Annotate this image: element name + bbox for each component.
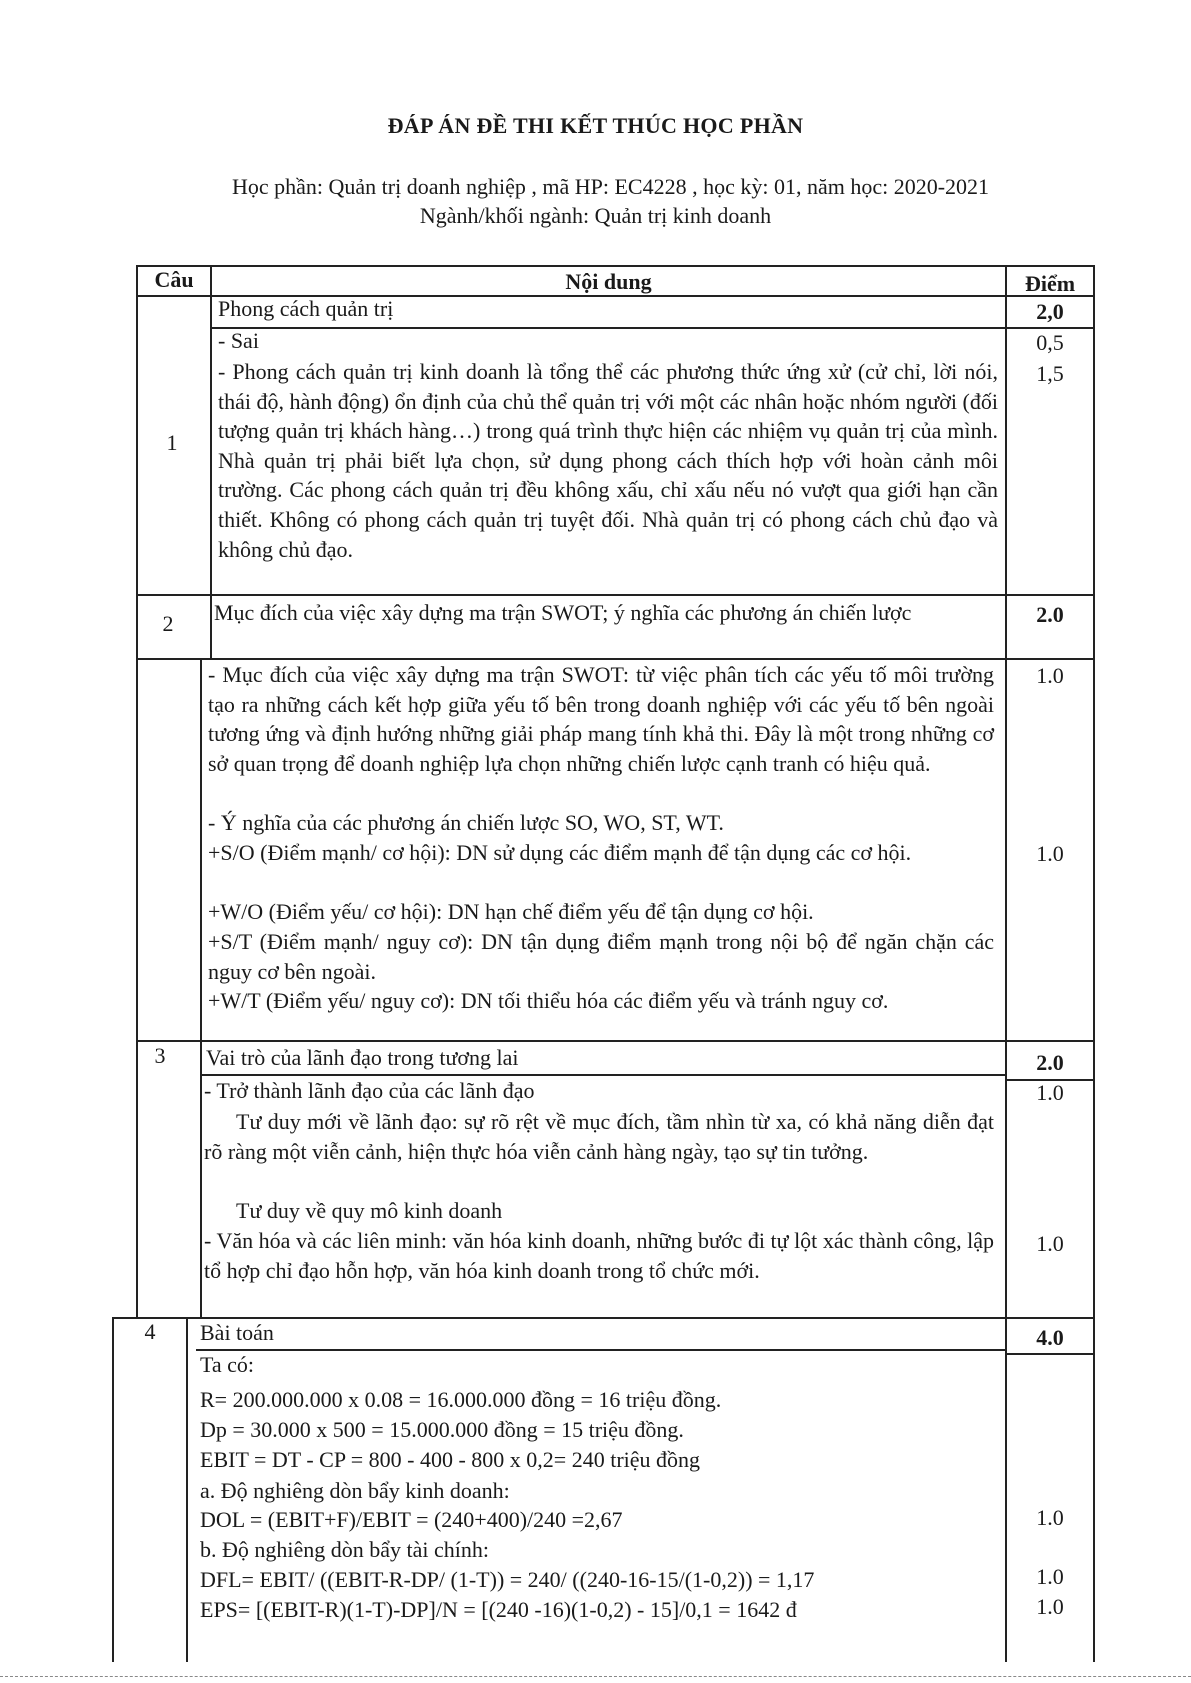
major-info: Ngành/khối ngành: Quản trị kinh doanh: [419, 203, 772, 228]
question-2-wo: +W/O (Điểm yếu/ cơ hội): DN hạn chế điểm yếu để tận dụng cơ hội.: [208, 899, 814, 924]
question-1-answer-b: - Phong cách quản trị kinh doanh là tổng thể các phương thức ứng xử (cử chỉ, lời nói, thái độ, hành động) ổn định của chủ thể quản trị với một các nhân hoặc nhóm người (đối tượng quản trị khách hàng…) trong quá trình thực hiện các nhiệm vụ quản trị của mình. Nhà quản trị phải biết lựa chọn, sử dụng phong cách thích hợp với hoàn cảnh môi trường. Các phong cách quản trị đều không xấu, chỉ xấu nếu nó vượt qua giới hạn cần thiết. Không có phong cách quản trị tuyệt đối. Nhà quản trị có phong cách chủ đạo và không chủ đạo.: [218, 359, 998, 562]
question-4-heading-score: 4.0: [1036, 1325, 1064, 1350]
question-2-meaning-score: 1.0: [1036, 841, 1064, 866]
column-header-score: Điểm: [1024, 271, 1076, 296]
solution-line: DFL= EBIT/ ((EBIT-R-DP/ (1-T)) = 240/ ((240-16-15/(1-0,2)) = 1,17: [200, 1567, 815, 1592]
question-2-purpose-score: 1.0: [1036, 663, 1064, 688]
question-3-new-thinking: Tư duy mới về lãnh đạo: sự rõ rệt về mục đích, tầm nhìn từ xa, có khả năng diễn đạt rõ ràng một viễn cảnh, hiện thực hóa viễn cảnh hàng ngày, tạo sự tin tưởng.: [204, 1109, 994, 1164]
question-2-heading: Mục đích của việc xây dựng ma trận SWOT; ý nghĩa các phương án chiến lược: [214, 600, 912, 625]
question-4-dfl-score: 1.0: [1036, 1564, 1064, 1589]
question-1-answer-a-score: 0,5: [1036, 330, 1064, 355]
question-3-answer-a-score: 1.0: [1036, 1080, 1064, 1105]
question-1-answer-a: - Sai: [218, 328, 259, 353]
solution-line: R= 200.000.000 x 0.08 = 16.000.000 đồng = 16 triệu đồng.: [200, 1387, 722, 1412]
question-1-number: 1: [166, 430, 178, 455]
question-2-meaning-intro: - Ý nghĩa của các phương án chiến lược SO, WO, ST, WT.: [208, 810, 724, 835]
solution-line: Dp = 30.000 x 500 = 15.000.000 đồng = 15 triệu đồng.: [200, 1417, 684, 1442]
question-3-number: 3: [154, 1043, 166, 1068]
question-2-wt: +W/T (Điểm yếu/ nguy cơ): DN tối thiểu hóa các điểm yếu và tránh nguy cơ.: [208, 988, 889, 1013]
question-3-heading: Vai trò của lãnh đạo trong tương lai: [206, 1045, 519, 1070]
question-3-heading-score: 2.0: [1036, 1050, 1064, 1075]
question-1-answer-b-score: 1,5: [1036, 361, 1064, 386]
question-4-dol-score: 1.0: [1036, 1505, 1064, 1530]
question-2-st: +S/T (Điểm mạnh/ nguy cơ): DN tận dụng điểm mạnh trong nội bộ để ngăn chặn các nguy cơ bên ngoài.: [208, 929, 994, 984]
solution-line: DOL = (EBIT+F)/EBIT = (240+400)/240 =2,67: [200, 1507, 623, 1532]
document-title: ĐÁP ÁN ĐỀ THI KẾT THÚC HỌC PHẦN: [387, 113, 804, 138]
question-2-heading-score: 2.0: [1036, 602, 1064, 627]
question-3-answer-a: - Trở thành lãnh đạo của các lãnh đạo: [204, 1078, 535, 1103]
question-4-heading: Bài toán: [200, 1320, 274, 1345]
question-2-purpose: - Mục đích của việc xây dựng ma trận SWOT: từ việc phân tích các yếu tố môi trường tạo ra những cách kết hợp giữa yếu tố bên trong doanh nghiệp với các yếu tố bên ngoài tương ứng và định hướng những giải pháp mang tính khả thi. Đây là một trong những cơ sở quan trọng để doanh nghiệp lựa chọn những chiến lược cạnh tranh có hiệu quả.: [208, 662, 994, 776]
question-1-heading-score: 2,0: [1036, 299, 1064, 324]
course-info: Học phần: Quản trị doanh nghiệp , mã HP: EC4228 , học kỳ: 01, năm học: 2020-2021: [232, 174, 990, 199]
column-header-question: Câu: [154, 267, 194, 292]
question-3-scale-thinking: Tư duy về quy mô kinh doanh: [236, 1198, 503, 1223]
solution-line: EPS= [(EBIT-R)(1-T)-DP]/N = [(240 -16)(1-0,2) - 15]/0,1 = 1642 đ: [200, 1597, 797, 1622]
question-4-solution: [200, 1350, 1000, 1625]
column-header-content: Nội dung: [565, 269, 652, 294]
question-2-so: +S/O (Điểm mạnh/ cơ hội): DN sử dụng các điểm mạnh để tận dụng các cơ hội.: [208, 840, 912, 865]
question-4-number: 4: [144, 1319, 156, 1344]
question-2-number: 2: [162, 611, 174, 636]
question-3-culture-score: 1.0: [1036, 1231, 1064, 1256]
solution-line: EBIT = DT - CP = 800 - 400 - 800 x 0,2= 240 triệu đồng: [200, 1447, 701, 1472]
solution-line: b. Độ nghiêng dòn bẩy tài chính:: [200, 1537, 490, 1562]
question-4-eps-score: 1.0: [1036, 1594, 1064, 1619]
question-1-heading: Phong cách quản trị: [218, 296, 394, 321]
question-3-culture: - Văn hóa và các liên minh: văn hóa kinh doanh, những bước đi tự lột xác thành công, lập tổ hợp chỉ đạo hỗn hợp, văn hóa kinh doanh trong tổ chức mới.: [204, 1228, 994, 1283]
solution-line: Ta có:: [200, 1352, 255, 1377]
page-bottom-edge: [0, 1676, 1191, 1677]
solution-line: a. Độ nghiêng dòn bẩy kinh doanh:: [200, 1478, 510, 1503]
